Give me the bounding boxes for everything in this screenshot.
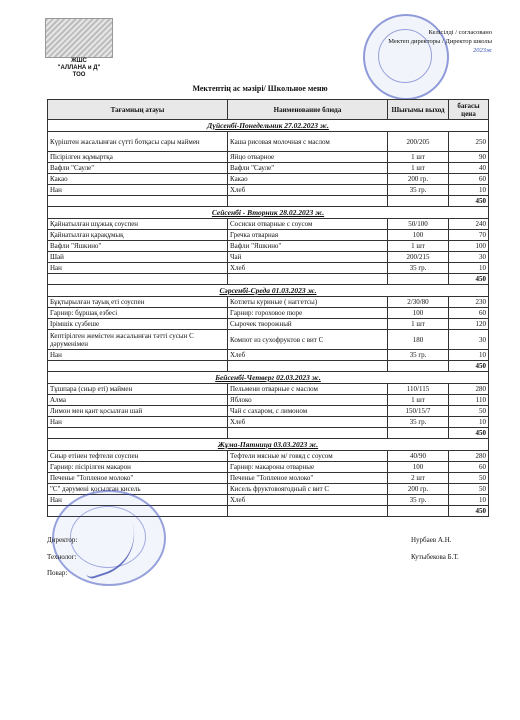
dish-price: 90: [449, 152, 489, 163]
dish-name-ru: Хлеб: [228, 350, 388, 361]
company-logo: [45, 18, 113, 79]
empty-cell: [48, 196, 228, 207]
day-header-row: [48, 207, 489, 219]
day-total-row: [48, 196, 489, 207]
dish-name-kz: Нан: [48, 350, 228, 361]
dish-qty: 35 гр.: [388, 495, 449, 506]
dish-price: 60: [449, 308, 489, 319]
empty-cell: [48, 361, 228, 372]
day-total: 450: [449, 196, 489, 207]
day-total: 450: [449, 361, 489, 372]
dish-price: 10: [449, 263, 489, 274]
dish-name-kz: Ірімшік сүзбеше: [48, 319, 228, 330]
dish-name-ru: Хлеб: [228, 417, 388, 428]
page-title: Мектептің ас мәзірі/ Школьное меню: [192, 84, 328, 93]
dish-price: 30: [449, 252, 489, 263]
table-row: [48, 174, 489, 185]
dish-qty: 1 шт: [388, 395, 449, 406]
dish-name-kz: Кептірілген жемістен жасалынған тәтті сусын С дәруменімен: [48, 330, 228, 350]
dish-price: 50: [449, 406, 489, 417]
dish-price: 100: [449, 241, 489, 252]
dish-price: 230: [449, 297, 489, 308]
approval-date: 2023ж: [472, 47, 492, 54]
dish-name-ru: Компот из сухофруктов с вит С: [228, 330, 388, 350]
dish-name-kz: Нан: [48, 417, 228, 428]
dish-qty: 100: [388, 230, 449, 241]
logo-line-2: "АЛЛАНА и Д": [57, 65, 101, 71]
dish-qty: 35 гр.: [388, 350, 449, 361]
dish-qty: 35 гр.: [388, 185, 449, 196]
dish-price: 280: [449, 384, 489, 395]
table-row: [48, 241, 489, 252]
empty-cell: [388, 274, 449, 285]
dish-name-ru: Гречка отварная: [228, 230, 388, 241]
dish-price: 10: [449, 350, 489, 361]
day-total-row: [48, 274, 489, 285]
dish-name-ru: Хлеб: [228, 263, 388, 274]
table-row: [48, 230, 489, 241]
table-header-row: [48, 100, 489, 120]
dish-price: 110: [449, 395, 489, 406]
day-total: 450: [449, 274, 489, 285]
header-price: бағасы цена: [449, 100, 489, 120]
dish-name-kz: Нан: [48, 263, 228, 274]
table-row: [48, 308, 489, 319]
dish-price: 280: [449, 451, 489, 462]
dish-name-kz: "С" дәрумені қосылған кисель: [48, 484, 228, 495]
dish-price: 250: [449, 132, 489, 152]
dish-name-kz: Пісірілген жұмыртқа: [48, 152, 228, 163]
dish-name-ru: Хлеб: [228, 185, 388, 196]
dish-name-ru: Чай: [228, 252, 388, 263]
dish-name-kz: Гарнир: пісірілген макарон: [48, 462, 228, 473]
table-row: [48, 252, 489, 263]
day-header-row: [48, 439, 489, 451]
table-row: [48, 417, 489, 428]
table-row: [48, 152, 489, 163]
day-header-row: [48, 285, 489, 297]
dish-name-kz: Шай: [48, 252, 228, 263]
dish-name-kz: Какао: [48, 174, 228, 185]
dish-qty: 200/205: [388, 132, 449, 152]
table-row: [48, 451, 489, 462]
dish-qty: 1 шт: [388, 241, 449, 252]
header-kz: Тағамның атауы: [48, 100, 228, 120]
dish-name-kz: Лимон мен қант қосылған шай: [48, 406, 228, 417]
dish-name-kz: Вафли "Сауле": [48, 163, 228, 174]
dish-qty: 180: [388, 330, 449, 350]
dish-name-kz: Вафли "Яшкино": [48, 241, 228, 252]
empty-cell: [388, 428, 449, 439]
day-header-row: [48, 120, 489, 132]
day-title: Сәрсенбі-Среда 01.03.2023 ж.: [48, 285, 489, 297]
dish-qty: 2/30/80: [388, 297, 449, 308]
dish-qty: 100: [388, 462, 449, 473]
dish-price: 10: [449, 185, 489, 196]
dish-qty: 1 шт: [388, 152, 449, 163]
dish-price: 240: [449, 219, 489, 230]
day-total-row: [48, 361, 489, 372]
dish-name-kz: Нан: [48, 185, 228, 196]
signature-name-cook: Кутыбекова Б.Т.: [411, 553, 459, 561]
menu-body: [48, 120, 489, 517]
dish-name-ru: Котлеты куриные ( наггетсы): [228, 297, 388, 308]
dish-qty: 200 гр.: [388, 174, 449, 185]
dish-name-ru: Чай с сахаром, с лимоном: [228, 406, 388, 417]
dish-qty: 110/115: [388, 384, 449, 395]
empty-cell: [228, 196, 388, 207]
dish-price: 30: [449, 330, 489, 350]
dish-name-ru: Кисель фруктовоягодный с вит С: [228, 484, 388, 495]
logo-line-1: ЖШС: [71, 58, 87, 64]
dish-name-kz: Күріштен жасалынған сүтті ботқасы сары маймен: [48, 132, 228, 152]
menu-table: [47, 99, 489, 517]
empty-cell: [388, 506, 449, 517]
day-total: 450: [449, 428, 489, 439]
empty-cell: [48, 428, 228, 439]
empty-cell: [388, 361, 449, 372]
dish-price: 60: [449, 462, 489, 473]
table-row: [48, 319, 489, 330]
empty-cell: [228, 361, 388, 372]
dish-name-kz: Қайнатылған қарақұмық: [48, 230, 228, 241]
header-qty: Шығымы выход: [388, 100, 449, 120]
dish-name-ru: Тефтели мясные м/ говяд с соусом: [228, 451, 388, 462]
dish-qty: 1 шт: [388, 163, 449, 174]
approval-line-1: Келісілді / согласовано: [428, 29, 492, 36]
dish-qty: 200/215: [388, 252, 449, 263]
approval-line-2: Мектеп директоры / Директор школы: [388, 38, 492, 45]
day-total-row: [48, 428, 489, 439]
table-row: [48, 163, 489, 174]
dish-qty: 35 гр.: [388, 263, 449, 274]
table-row: [48, 297, 489, 308]
table-row: [48, 395, 489, 406]
signature-name-technologist: Нурбаев А.Н.: [411, 536, 452, 544]
dish-name-ru: Печенье "Топленое молоко": [228, 473, 388, 484]
dish-price: 120: [449, 319, 489, 330]
table-row: [48, 330, 489, 350]
dish-name-kz: Гарнир: бұршақ езбесі: [48, 308, 228, 319]
dish-price: 70: [449, 230, 489, 241]
dish-qty: 40/90: [388, 451, 449, 462]
dish-name-kz: Қайнатылған шұжық соуспен: [48, 219, 228, 230]
empty-cell: [388, 196, 449, 207]
dish-name-ru: Яйцо отварное: [228, 152, 388, 163]
dish-qty: 35 гр.: [388, 417, 449, 428]
dish-qty: 1 шт: [388, 319, 449, 330]
table-row: [48, 406, 489, 417]
dish-price: 50: [449, 473, 489, 484]
dish-name-kz: Тұшпара (сиыр еті) маймен: [48, 384, 228, 395]
signature-role-cook: Повар:: [47, 569, 68, 577]
table-row: [48, 384, 489, 395]
table-row: [48, 185, 489, 196]
dish-qty: 2 шт: [388, 473, 449, 484]
dish-name-ru: Каша рисовая молочная с маслом: [228, 132, 388, 152]
logo-line-3: ТОО: [72, 72, 86, 78]
signature-role-director: Директор:: [47, 536, 78, 544]
dish-price: 10: [449, 417, 489, 428]
dish-name-ru: Хлеб: [228, 495, 388, 506]
dish-name-ru: Сосиски отварные с соусом: [228, 219, 388, 230]
dish-price: 60: [449, 174, 489, 185]
dish-name-ru: Вафли "Яшкино": [228, 241, 388, 252]
day-total: 450: [449, 506, 489, 517]
dish-qty: 150/15/7: [388, 406, 449, 417]
header-ru: Наименование блюда: [228, 100, 388, 120]
table-row: [48, 132, 489, 152]
table-row: [48, 473, 489, 484]
empty-cell: [228, 274, 388, 285]
dish-name-kz: Печенье "Топленое молоко": [48, 473, 228, 484]
day-title: Сейсенбі - Вторник 28.02.2023 ж.: [48, 207, 489, 219]
signature-role-technologist: Технолог:: [47, 553, 77, 561]
logo-image: [45, 18, 113, 58]
table-row: [48, 263, 489, 274]
approval-block: [388, 28, 492, 55]
empty-cell: [48, 274, 228, 285]
dish-name-ru: Яблоко: [228, 395, 388, 406]
dish-qty: 200 гр.: [388, 484, 449, 495]
day-title: Бейсенбі-Четверг 02.03.2023 ж.: [48, 372, 489, 384]
day-title: Жұма-Пятница 03.03.2023 ж.: [48, 439, 489, 451]
dish-name-kz: Сиыр етінен тефтели соуспен: [48, 451, 228, 462]
dish-name-ru: Гарнир: гороховое пюре: [228, 308, 388, 319]
table-row: [48, 462, 489, 473]
dish-price: 50: [449, 484, 489, 495]
dish-name-kz: Бұқтырылған тауық еті соуспен: [48, 297, 228, 308]
table-row: [48, 350, 489, 361]
table-row: [48, 219, 489, 230]
dish-name-kz: Нан: [48, 495, 228, 506]
dish-price: 10: [449, 495, 489, 506]
dish-qty: 50/100: [388, 219, 449, 230]
dish-name-ru: Пельмени отварные с маслом: [228, 384, 388, 395]
dish-qty: 100: [388, 308, 449, 319]
dish-name-ru: Сырочек творожный: [228, 319, 388, 330]
day-header-row: [48, 372, 489, 384]
dish-name-ru: Гарнир: макароны отварные: [228, 462, 388, 473]
empty-cell: [228, 428, 388, 439]
dish-name-kz: Алма: [48, 395, 228, 406]
dish-price: 40: [449, 163, 489, 174]
dish-name-ru: Вафли "Сауле": [228, 163, 388, 174]
empty-cell: [228, 506, 388, 517]
day-title: Дүйсенбі-Понедельник 27.02.2023 ж.: [48, 120, 489, 132]
dish-name-ru: Какао: [228, 174, 388, 185]
